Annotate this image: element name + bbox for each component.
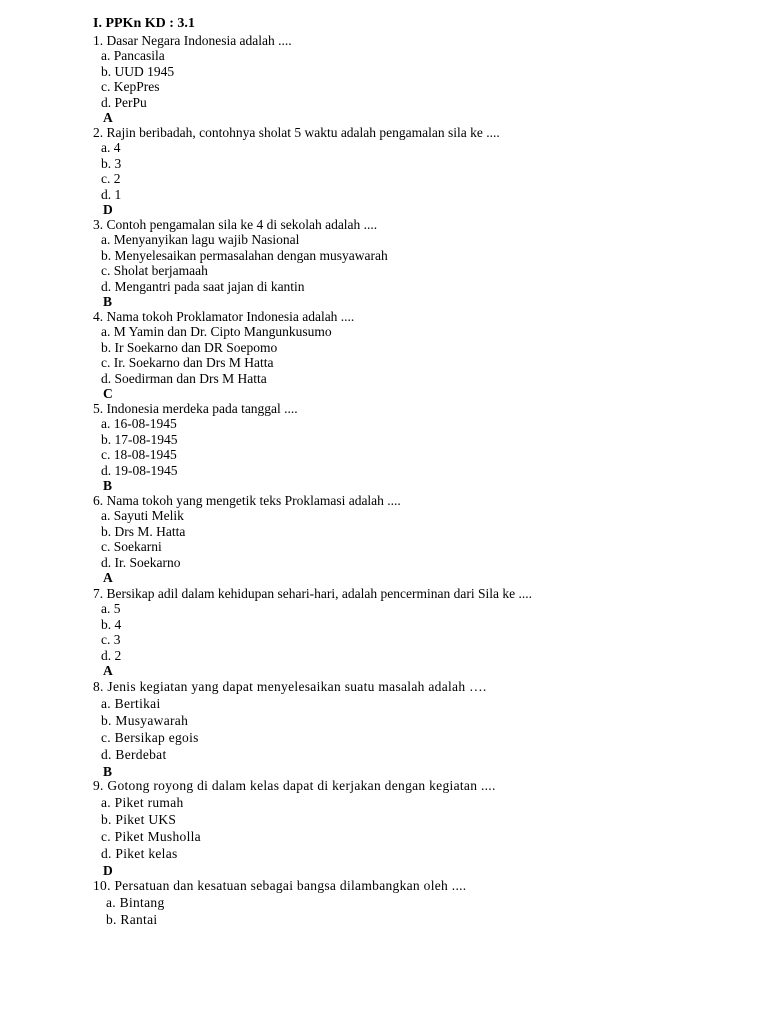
option-d: d. PerPu xyxy=(101,94,147,110)
answer-key: A xyxy=(103,570,113,586)
question-block-8 xyxy=(93,678,753,780)
question-block-1 xyxy=(93,33,753,125)
answer-key: A xyxy=(103,663,113,679)
option-a: a. Menyanyikan lagu wajib Nasional xyxy=(101,232,300,248)
answer-key: B xyxy=(103,294,113,310)
option-d: d. 2 xyxy=(101,647,122,663)
question-block-9 xyxy=(93,777,753,879)
option-b: b. Piket UKS xyxy=(101,812,177,827)
question-block-2 xyxy=(93,125,753,217)
question-block-3 xyxy=(93,217,753,309)
question-text: 6. Nama tokoh yang mengetik teks Proklamasi adalah .... xyxy=(93,493,401,508)
option-a: a. Piket rumah xyxy=(101,795,184,810)
option-d: d. Soedirman dan Drs M Hatta xyxy=(101,370,267,386)
question-text: 7. Bersikap adil dalam kehidupan sehari-hari, adalah pencerminan dari Sila ke .... xyxy=(93,586,532,601)
option-a: a. Bintang xyxy=(106,895,165,910)
option-c: c. Soekarni xyxy=(101,539,162,555)
option-b: b. Drs M. Hatta xyxy=(101,523,186,539)
option-d: d. Piket kelas xyxy=(101,846,178,861)
answer-key: D xyxy=(103,202,113,218)
option-c: c. KepPres xyxy=(101,79,160,95)
question-block-5 xyxy=(93,401,753,493)
option-b: b. 3 xyxy=(101,155,122,171)
question-text: 5. Indonesia merdeka pada tanggal .... xyxy=(93,401,298,416)
option-c: c. Sholat berjamaah xyxy=(101,263,208,279)
option-b: b. Ir Soekarno dan DR Soepomo xyxy=(101,339,278,355)
option-d: d. Mengantri pada saat jajan di kantin xyxy=(101,278,305,294)
question-text: 2. Rajin beribadah, contohnya sholat 5 waktu adalah pengamalan sila ke .... xyxy=(93,125,500,140)
answer-key: B xyxy=(103,478,113,494)
question-text: 8. Jenis kegiatan yang dapat menyelesaikan suatu masalah adalah …. xyxy=(93,679,487,694)
option-c: c. Ir. Soekarno dan Drs M Hatta xyxy=(101,355,274,371)
option-a: a. 5 xyxy=(101,601,121,617)
question-block-4 xyxy=(93,309,753,401)
option-d: d. Ir. Soekarno xyxy=(101,554,181,570)
option-b: b. 4 xyxy=(101,616,122,632)
answer-key: D xyxy=(103,863,114,878)
option-a: a. 16-08-1945 xyxy=(101,416,177,432)
option-d: d. 19-08-1945 xyxy=(101,462,178,478)
option-c: c. Bersikap egois xyxy=(101,730,199,745)
answer-key: A xyxy=(103,110,113,126)
option-a: a. Bertikai xyxy=(101,696,161,711)
option-b: b. Musyawarah xyxy=(101,713,189,728)
section-heading: I. PPKn KD : 3.1 xyxy=(93,16,195,31)
option-b: b. UUD 1945 xyxy=(101,63,175,79)
option-c: c. 18-08-1945 xyxy=(101,447,177,463)
question-text: 4. Nama tokoh Proklamator Indonesia adalah .... xyxy=(93,309,355,324)
question-block-10 xyxy=(93,877,753,928)
question-text: 3. Contoh pengamalan sila ke 4 di sekolah adalah .... xyxy=(93,217,378,232)
option-c: c. Piket Musholla xyxy=(101,829,201,844)
option-a: a. Pancasila xyxy=(101,48,165,64)
option-a: a. 4 xyxy=(101,140,121,156)
option-d: d. Berdebat xyxy=(101,747,167,762)
question-text: 1. Dasar Negara Indonesia adalah .... xyxy=(93,33,292,48)
option-c: c. 3 xyxy=(101,632,121,648)
question-block-6 xyxy=(93,493,753,585)
option-a: a. M Yamin dan Dr. Cipto Mangunkusumo xyxy=(101,324,332,340)
question-block-7 xyxy=(93,586,753,678)
answer-key: C xyxy=(103,386,113,402)
question-text: 10. Persatuan dan kesatuan sebagai bangsa dilambangkan oleh .... xyxy=(93,878,467,893)
option-b: b. Rantai xyxy=(106,912,158,927)
option-d: d. 1 xyxy=(101,186,122,202)
option-b: b. 17-08-1945 xyxy=(101,431,178,447)
answer-key: B xyxy=(103,764,113,779)
option-b: b. Menyelesaikan permasalahan dengan musyawarah xyxy=(101,247,388,263)
question-text: 9. Gotong royong di dalam kelas dapat di kerjakan dengan kegiatan .... xyxy=(93,778,496,793)
option-a: a. Sayuti Melik xyxy=(101,508,184,524)
option-c: c. 2 xyxy=(101,171,121,187)
